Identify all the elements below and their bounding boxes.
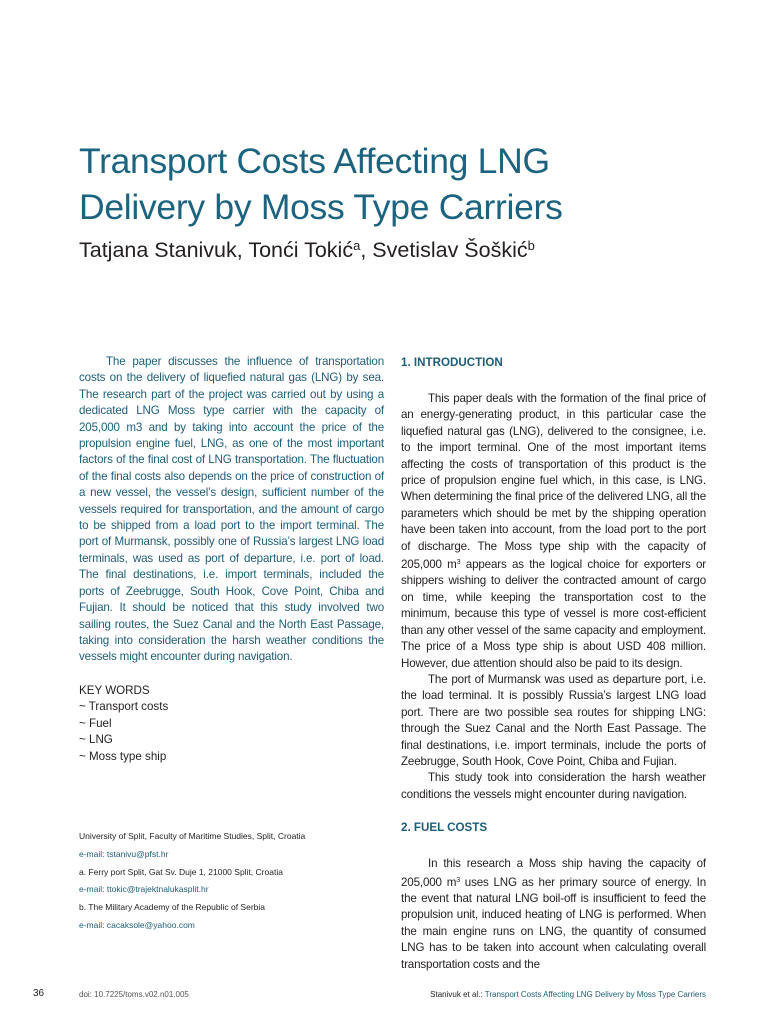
keywords-block xyxy=(79,683,379,765)
keyword-item: ~ Transport costs xyxy=(79,700,169,714)
affiliations-block xyxy=(79,828,379,935)
title-line-1: Transport Costs Affecting LNG xyxy=(79,141,550,181)
paragraph-text: appears as the logical choice for exporters or shippers wishing to deliver the contracted amount of cargo on time, while keeping the transportation cost to the minimum, because this type of vessel is more cost-efficient than any other vessel of the same capacity and employment. The price of a Moss type ship is about USD 408 million. However, due attention should also be paid to its design. xyxy=(401,558,707,670)
paragraph-text: This paper deals with the formation of the final price of an energy-generating product, in this particular case the liquefied natural gas (LNG), delivered to the consignee, i.e. to the import terminal. One of the most important items affecting the costs of transportation of this product is the price of propulsion engine fuel which, in this case, is LNG. When determining the final price of the delivered LNG, all the parameters which should be met by the shipping operation have been taken into account, from the load port to the port of discharge. The Moss type ship with the capacity of 205,000 m xyxy=(401,392,706,572)
author-2-affiliation-mark: a xyxy=(353,238,361,253)
affiliation-line: b. The Military Academy of the Republic of Serbia xyxy=(79,902,265,913)
email-link[interactable]: e-mail: cacaksole@yahoo.com xyxy=(79,919,195,930)
keyword-item: ~ LNG xyxy=(79,733,113,747)
keywords-list xyxy=(79,699,379,765)
body-paragraph: The port of Murmansk was used as departure port, i.e. the load terminal. It is possibly Russia’s largest LNG load port. There are two possible sea routes for shipping LNG: through the Suez Canal and the North East Passage. The final destinations, i.e. import terminals, include the ports of Zeebrugge, South Hook, Cove Point, Chiba and Fujian. xyxy=(401,672,706,768)
page-number: 36 xyxy=(33,988,45,999)
doi-text: doi: 10.7225/toms.v02.n01.005 xyxy=(79,990,189,999)
keywords-heading: KEY WORDS xyxy=(79,684,150,697)
body-paragraph xyxy=(401,856,706,973)
affiliation-line: a. Ferry port Split, Gat Sv. Duje 1, 21000 Split, Croatia xyxy=(79,866,283,877)
email-link[interactable]: e-mail: ttokic@trajektnalukasplit.hr xyxy=(79,884,209,895)
author-list xyxy=(79,238,535,263)
paragraph-text: In this research a Moss ship having the capacity of 205,000 m xyxy=(401,857,706,889)
author-3: Svetislav Šoškić xyxy=(372,238,528,262)
running-title: Transport Costs Affecting LNG Delivery by Moss Type Carriers xyxy=(484,990,706,999)
superscript: 3 xyxy=(456,559,461,567)
section-heading-introduction: 1. INTRODUCTION xyxy=(401,356,503,369)
author-separator: , xyxy=(360,238,373,262)
section-spacer xyxy=(401,803,706,820)
author-3-affiliation-mark: b xyxy=(527,238,535,253)
superscript: 3 xyxy=(456,876,460,884)
keyword-item: ~ Moss type ship xyxy=(79,749,167,763)
section-heading-fuel-costs: 2. FUEL COSTS xyxy=(401,821,488,835)
email-link[interactable]: e-mail: tstanivu@pfst.hr xyxy=(79,848,169,859)
title-line-2: Delivery by Moss Type Carriers xyxy=(79,187,563,227)
abstract: The paper discusses the influence of transportation costs on the delivery of liquefied natural gas (LNG) by sea. The research part of the project was carried out by using a dedicated LNG Moss type carrier with the capacity of 205,000 m3 and by taking into account the price of the propulsion engine fuel, LNG, as one of the most important factors of the final cost of LNG transportation. The fluctuation of the final costs also depends on the price of construction of a new vessel, the vessel’s design, sufficient number of the vessels required for transportation, and the amount of cargo to be shipped from a load port to the import terminal. The port of Murmansk, possibly one of Russia’s largest LNG load terminals, was used as port of departure, i.e. port of load. The final destinations, i.e. import terminals, included the ports of Zeebrugge, South Hook, Cove Point, Chiba and Fujian. It should be noticed that this study involved two sailing routes, the Suez Canal and the North East Passage, taking into consideration the harsh weather conditions the vessels might encounter during navigation. xyxy=(79,355,384,664)
running-footer xyxy=(430,990,706,999)
author-2: Tonći Tokić xyxy=(248,238,354,262)
body-column xyxy=(401,355,706,973)
author-1: Tatjana Stanivuk, xyxy=(79,238,249,262)
body-paragraph: This study took into consideration the harsh weather conditions the vessels might encounter during navigation. xyxy=(401,771,706,801)
keyword-item: ~ Fuel xyxy=(79,716,112,730)
paragraph-text: uses LNG as her primary source of energy. In the event that natural LNG boil-off is insufficient to feed the propulsion unit, induced heating of LNG is performed. When the main engine runs on LNG, the quantity of consumed LNG has to be taken into account when calculating overall transportation costs and the xyxy=(401,875,706,971)
paper-title xyxy=(79,138,699,230)
affiliation-line: University of Split, Faculty of Maritime Studies, Split, Croatia xyxy=(79,831,306,841)
body-paragraph xyxy=(401,391,706,672)
running-authors: Stanivuk et al.: xyxy=(430,990,485,999)
